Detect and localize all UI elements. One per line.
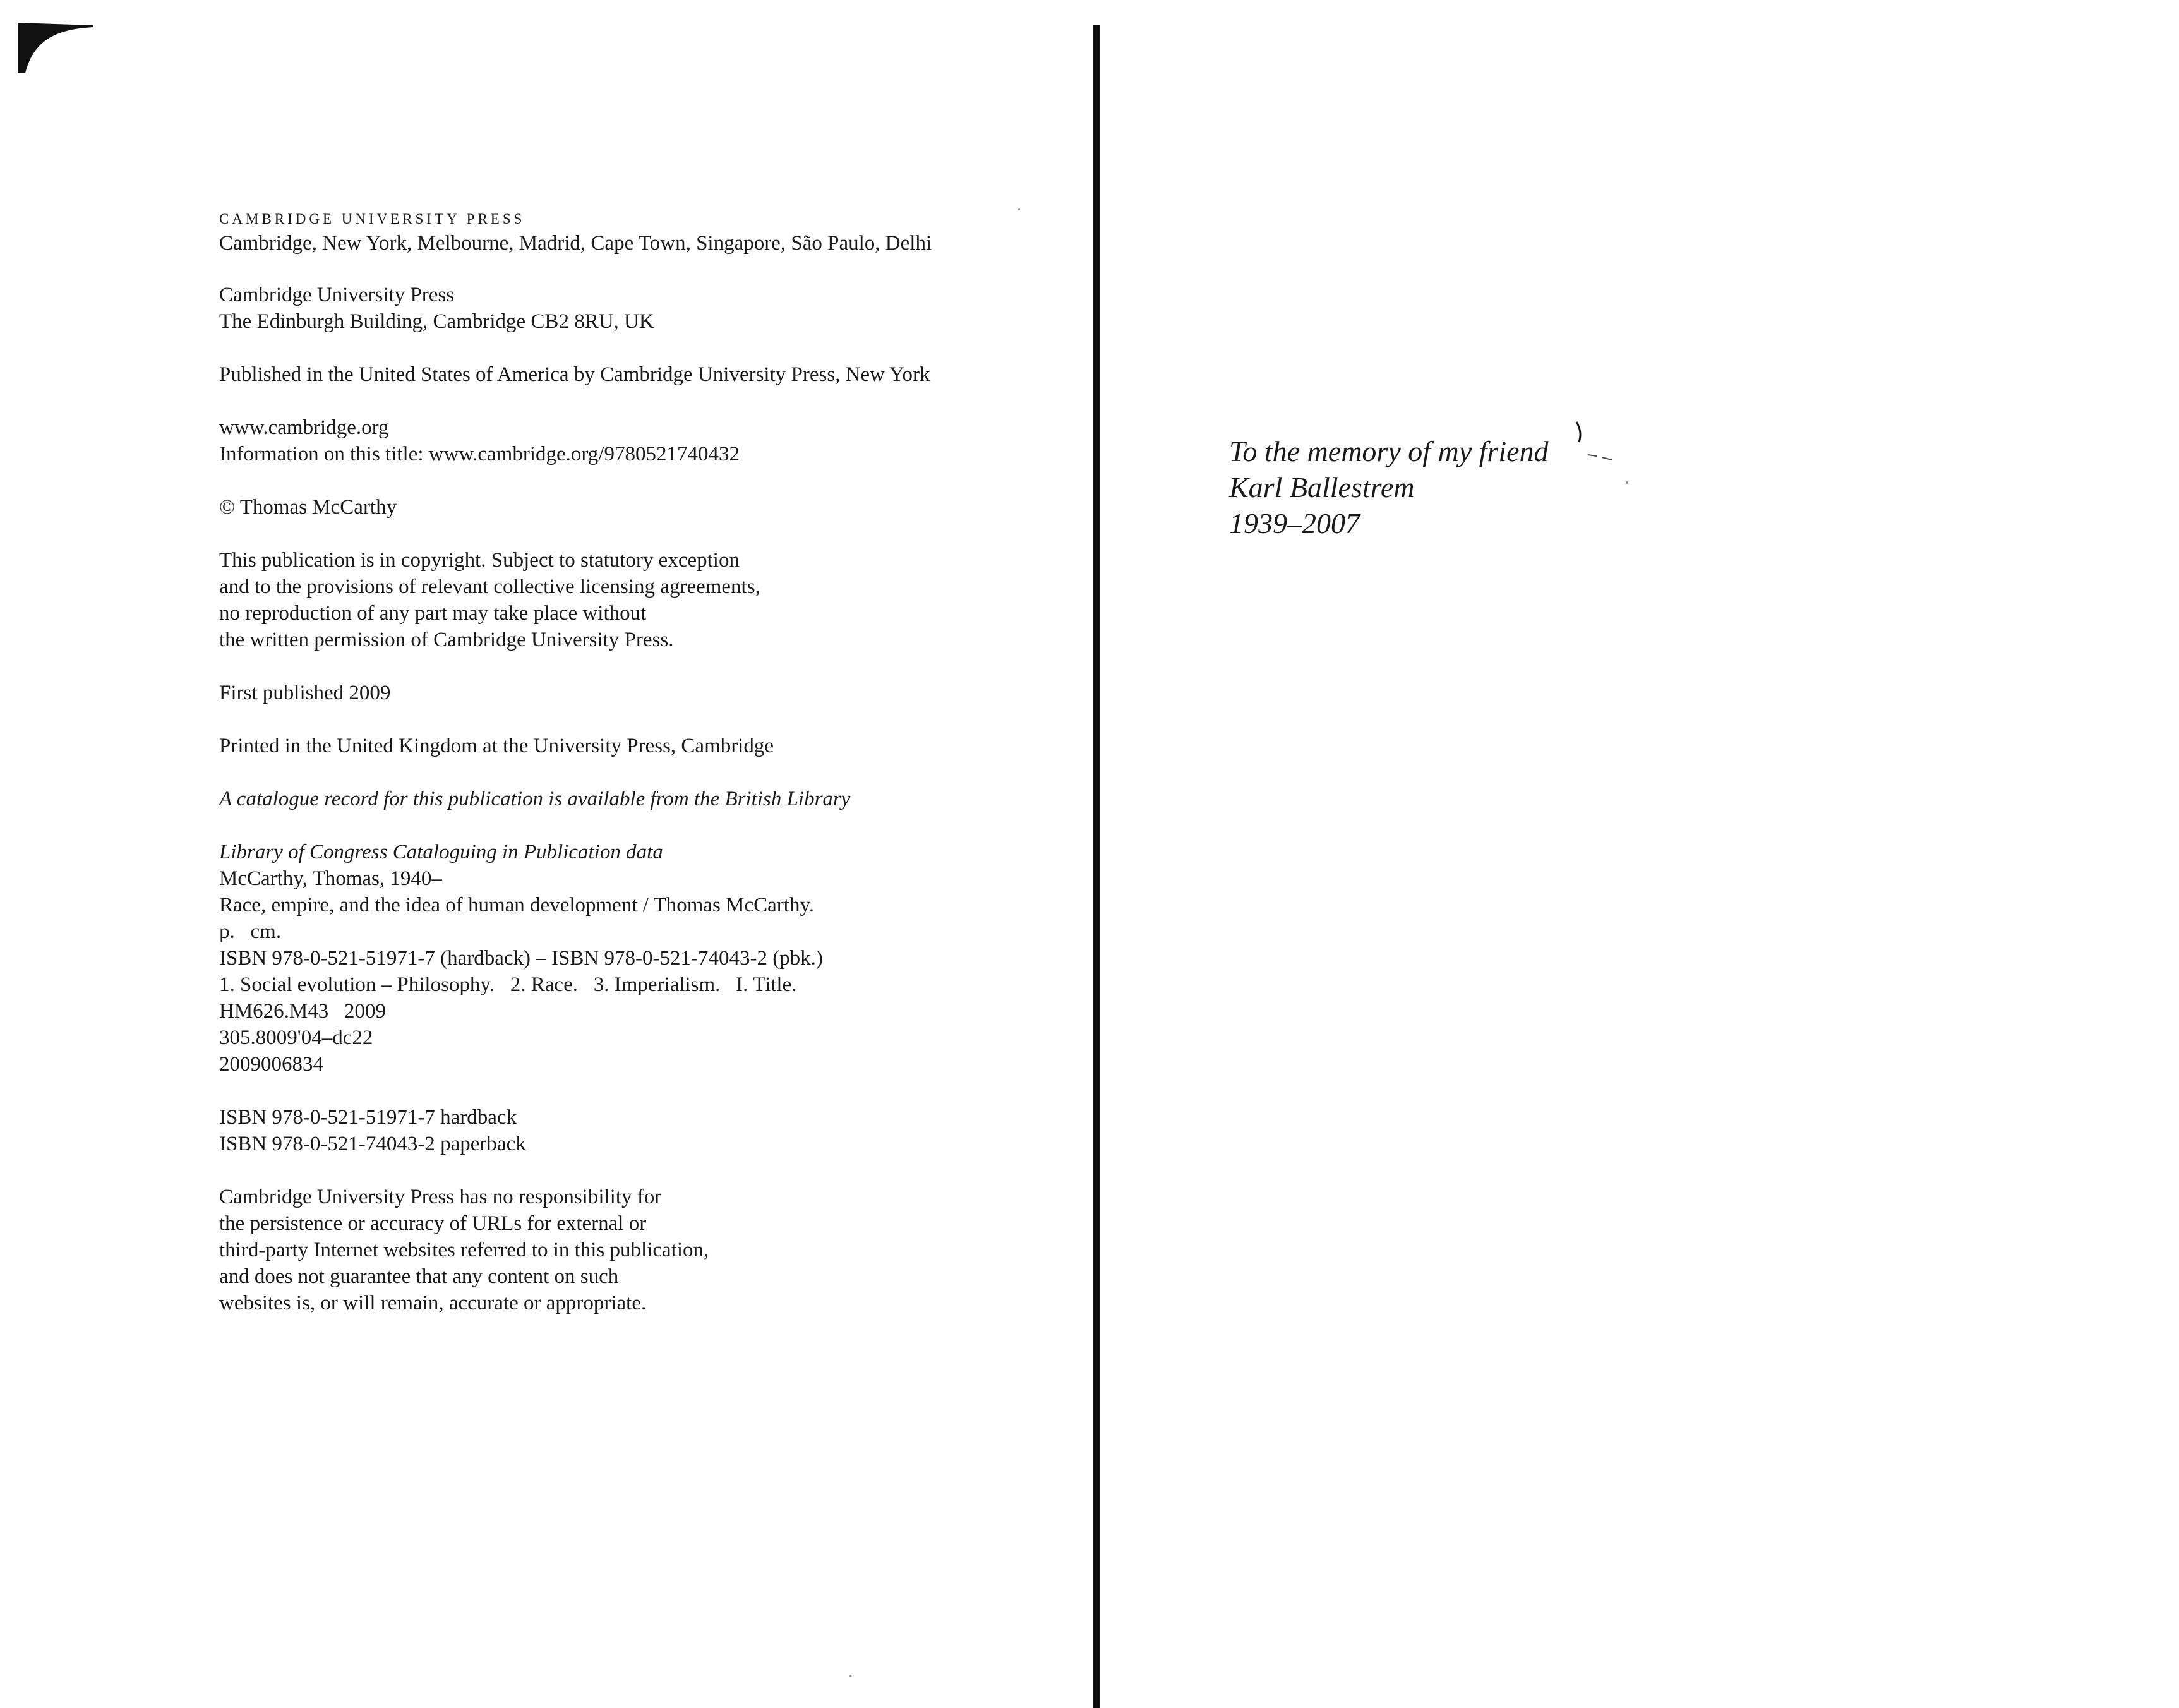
copyright-holder: © Thomas McCarthy <box>219 496 397 519</box>
us-publication-line: Published in the United States of America by Cambridge University Press, New York <box>219 363 930 386</box>
loc-heading: Library of Congress Cataloguing in Publication data <box>219 841 663 863</box>
british-library-line: A catalogue record for this publication is available from the British Library <box>219 788 851 810</box>
copyright-statement-line: This publication is in copyright. Subject to statutory exception <box>219 549 740 572</box>
publisher-block <box>219 208 1072 256</box>
address-line: The Edinburgh Building, Cambridge CB2 8RU, UK <box>219 310 654 333</box>
dedication-name: Karl Ballestrem <box>1229 471 1415 503</box>
url-disclaimer-line: third-party Internet websites referred to in this publication, <box>219 1239 709 1261</box>
isbn-line: ISBN 978-0-521-74043-2 paperback <box>219 1133 526 1155</box>
dedication-line: To the memory of my friend <box>1229 435 1549 467</box>
loc-line: 1. Social evolution – Philosophy. 2. Race. 3. Imperialism. I. Title. <box>219 973 797 996</box>
isbn-line: ISBN 978-0-521-51971-7 hardback <box>219 1106 517 1129</box>
url-disclaimer-line: the persistence or accuracy of URLs for external or <box>219 1212 647 1235</box>
dedication-dates: 1939–2007 <box>1229 507 1360 539</box>
url-disclaimer-block <box>219 1184 1072 1316</box>
url-disclaimer-line: and does not guarantee that any content on such <box>219 1265 619 1288</box>
first-published-line: First published 2009 <box>219 682 391 704</box>
scan-speck <box>1626 481 1628 484</box>
copyright-statement-line: no reproduction of any part may take place without <box>219 602 647 625</box>
title-info-line: Information on this title: www.cambridge.org/9780521740432 <box>219 443 740 466</box>
address-block <box>219 282 1072 335</box>
address-line: Cambridge University Press <box>219 284 455 306</box>
website-line: www.cambridge.org <box>219 416 389 439</box>
loc-line: p. cm. <box>219 920 282 943</box>
url-disclaimer-line: Cambridge University Press has no responsibility for <box>219 1186 662 1208</box>
loc-line: McCarthy, Thomas, 1940– <box>219 867 442 890</box>
scan-corner-mark <box>18 23 93 73</box>
copyright-statement-block <box>219 547 1072 653</box>
loc-line: 305.8009'04–dc22 <box>219 1026 373 1049</box>
loc-line: Race, empire, and the idea of human development / Thomas McCarthy. <box>219 894 815 917</box>
us-publication-block <box>219 361 1072 388</box>
first-published-block <box>219 680 1072 706</box>
loc-cip-block <box>219 839 1072 1078</box>
url-disclaimer-line: websites is, or will remain, accurate or appropriate. <box>219 1292 647 1314</box>
copyright-page <box>219 208 1072 1343</box>
copyright-statement-line: the written permission of Cambridge University Press. <box>219 628 674 651</box>
loc-line: 2009006834 <box>219 1053 323 1076</box>
printed-in-line: Printed in the United Kingdom at the University Press, Cambridge <box>219 735 774 757</box>
british-library-block <box>219 786 1072 812</box>
dedication-page <box>1229 433 1549 541</box>
press-cities: Cambridge, New York, Melbourne, Madrid, Cape Town, Singapore, São Paulo, Delhi <box>219 232 932 255</box>
press-name: CAMBRIDGE UNIVERSITY PRESS <box>219 211 525 227</box>
isbn-block <box>219 1104 1072 1157</box>
web-block <box>219 414 1072 467</box>
scan-speck <box>849 1675 852 1677</box>
copyright-holder-block <box>219 494 1072 520</box>
loc-line: ISBN 978-0-521-51971-7 (hardback) – ISBN 978-0-521-74043-2 (pbk.) <box>219 947 823 970</box>
pen-mark <box>1569 419 1626 464</box>
loc-line: HM626.M43 2009 <box>219 1000 387 1023</box>
copyright-statement-line: and to the provisions of relevant collective licensing agreements, <box>219 575 760 598</box>
book-gutter <box>1093 25 1100 1708</box>
printed-in-block <box>219 733 1072 759</box>
